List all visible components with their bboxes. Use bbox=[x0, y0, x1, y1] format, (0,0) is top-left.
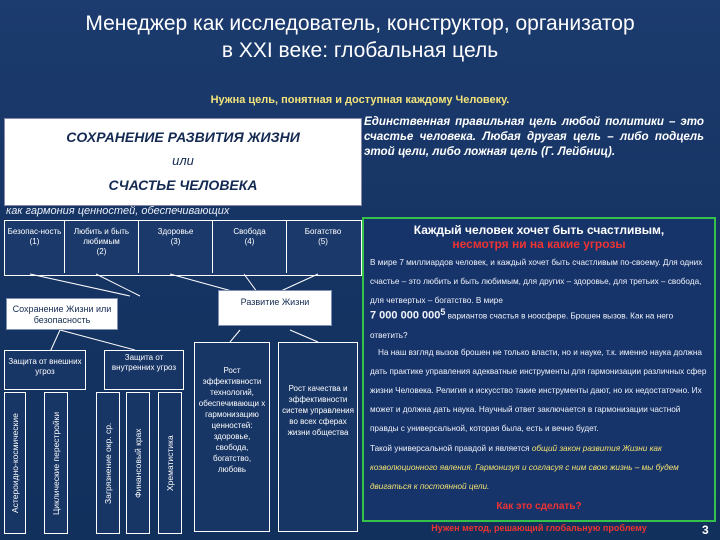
connector-line bbox=[230, 330, 240, 342]
title-line-1: Менеджер как исследователь, конструктор, организатор bbox=[85, 12, 635, 35]
subtitle: Нужна цель, понятная и доступная каждому Человеку. bbox=[210, 94, 510, 106]
development-label: Развитие Жизни bbox=[240, 297, 310, 307]
value-num: (3) bbox=[170, 237, 181, 246]
connector-line bbox=[30, 274, 130, 296]
pollution-threat-box bbox=[96, 392, 120, 534]
preservation-box bbox=[6, 298, 118, 330]
tech-growth-label: Рост эффективности технологий, обеспечивающи х гармонизацию ценностей: здоровье, свобода, богатство, любовь bbox=[198, 366, 266, 474]
value-num: (5) bbox=[318, 237, 328, 246]
panel-heading bbox=[364, 223, 714, 251]
cyclic-threat-box bbox=[44, 392, 68, 534]
chrematistics-label: Хрематистика bbox=[165, 435, 175, 491]
page-number: 3 bbox=[702, 523, 709, 537]
panel-paragraph-3a: Такой универсальной правдой и является bbox=[370, 444, 530, 453]
development-box bbox=[218, 290, 332, 326]
panel-number-line bbox=[370, 303, 710, 345]
systems-growth-box bbox=[278, 342, 358, 532]
external-threats-box bbox=[4, 350, 86, 390]
goal-line-3: СЧАСТЬЕ ЧЕЛОВЕКА bbox=[108, 177, 258, 193]
leibniz-quote: Единственная правильная цель любой политики – это счастье человека. Любая другая цель – либо подцель этой цели, либо ложная цель (Г. Лейбниц). bbox=[364, 115, 704, 158]
panel-paragraph-2: На наш взгляд вызов брошен не только власти, но и науке, т.к. именно наука должна дать практике управления адекватные инструменты для гармонизации различных сфер жизни Человека. Религия и искусство такие инструменты дают, но их недостаточно. Их может и должна дать наука. Научный ответ заключается в гармонизации частной правды с универсальной, которая была, есть и вечно будет. bbox=[370, 348, 707, 433]
internal-threats-label: Защита от внутренних угроз bbox=[111, 353, 177, 372]
connector-line bbox=[50, 330, 60, 352]
value-num: (1) bbox=[29, 237, 40, 246]
panel-paragraph-3 bbox=[370, 439, 710, 499]
chrematistics-box bbox=[158, 392, 182, 534]
happiness-panel bbox=[362, 217, 716, 522]
value-num: (2) bbox=[96, 247, 107, 256]
pollution-threat-label: Загрязнение окр. ср. bbox=[103, 422, 113, 504]
goal-harmony: как гармония ценностей, обеспечивающих bbox=[6, 205, 230, 217]
value-label: Богатство bbox=[304, 227, 342, 236]
financial-crash-label: Финансовый крах bbox=[133, 428, 143, 498]
asteroid-threat-box bbox=[4, 392, 26, 534]
panel-exponent: 5 bbox=[440, 307, 446, 317]
financial-crash-box bbox=[126, 392, 150, 534]
asteroid-threat-label: Астероидно-космические bbox=[10, 413, 20, 513]
value-num: (4) bbox=[244, 237, 255, 246]
panel-big-number: 7 000 000 000 bbox=[370, 309, 441, 322]
panel-paragraph-1: В мире 7 миллиардов человек, и каждый хочет быть счастливым по-своему. Для одних счастье – это любить и быть любимым, для других – здоровье, для третьих – свобода, для четвертых – богатство. В мире bbox=[370, 258, 703, 305]
panel-paragraph-3b: общий закон развития Жизни как коэволюционного явления. Гармонизуя и согласуя с ним свою жизнь – мы будем двигаться к постоянной цели. bbox=[370, 444, 679, 491]
value-label: Здоровье bbox=[157, 227, 194, 236]
connector-line bbox=[290, 330, 318, 342]
preservation-label: Сохранение Жизни или безопасность bbox=[12, 304, 112, 325]
panel-heading-line-2: несмотря ни на какие угрозы bbox=[452, 237, 626, 251]
goal-line-1: СОХРАНЕНИЕ РАЗВИТИЯ ЖИЗНИ bbox=[66, 129, 300, 145]
external-threats-label: Защита от внешних угроз bbox=[8, 357, 82, 376]
value-label: Свобода bbox=[233, 227, 266, 236]
tech-growth-box bbox=[194, 342, 270, 532]
value-label: Любить и быть любимым bbox=[73, 227, 130, 246]
systems-growth-label: Рост качества и эффективности систем управления во всех сферах жизни общества bbox=[282, 384, 354, 437]
bottom-answer: Нужен метод, решающий глобальную проблему bbox=[431, 523, 647, 533]
panel-paragraph-1b: вариантов счастья в ноосфере. Брошен вызов. Как на него ответить? bbox=[370, 311, 674, 340]
title-line-2: в XXI веке: глобальная цель bbox=[221, 39, 499, 62]
goal-line-2: или bbox=[172, 153, 194, 168]
bottom-question: Как это сделать? bbox=[496, 501, 582, 512]
cyclic-threat-label: Циклические перестройки bbox=[51, 411, 61, 515]
value-label: Безопас-ность bbox=[7, 227, 62, 236]
connector-line bbox=[96, 274, 140, 296]
internal-threats-box bbox=[104, 350, 184, 390]
connector-line bbox=[60, 330, 135, 350]
panel-heading-line-1: Каждый человек хочет быть счастливым, bbox=[413, 223, 665, 237]
